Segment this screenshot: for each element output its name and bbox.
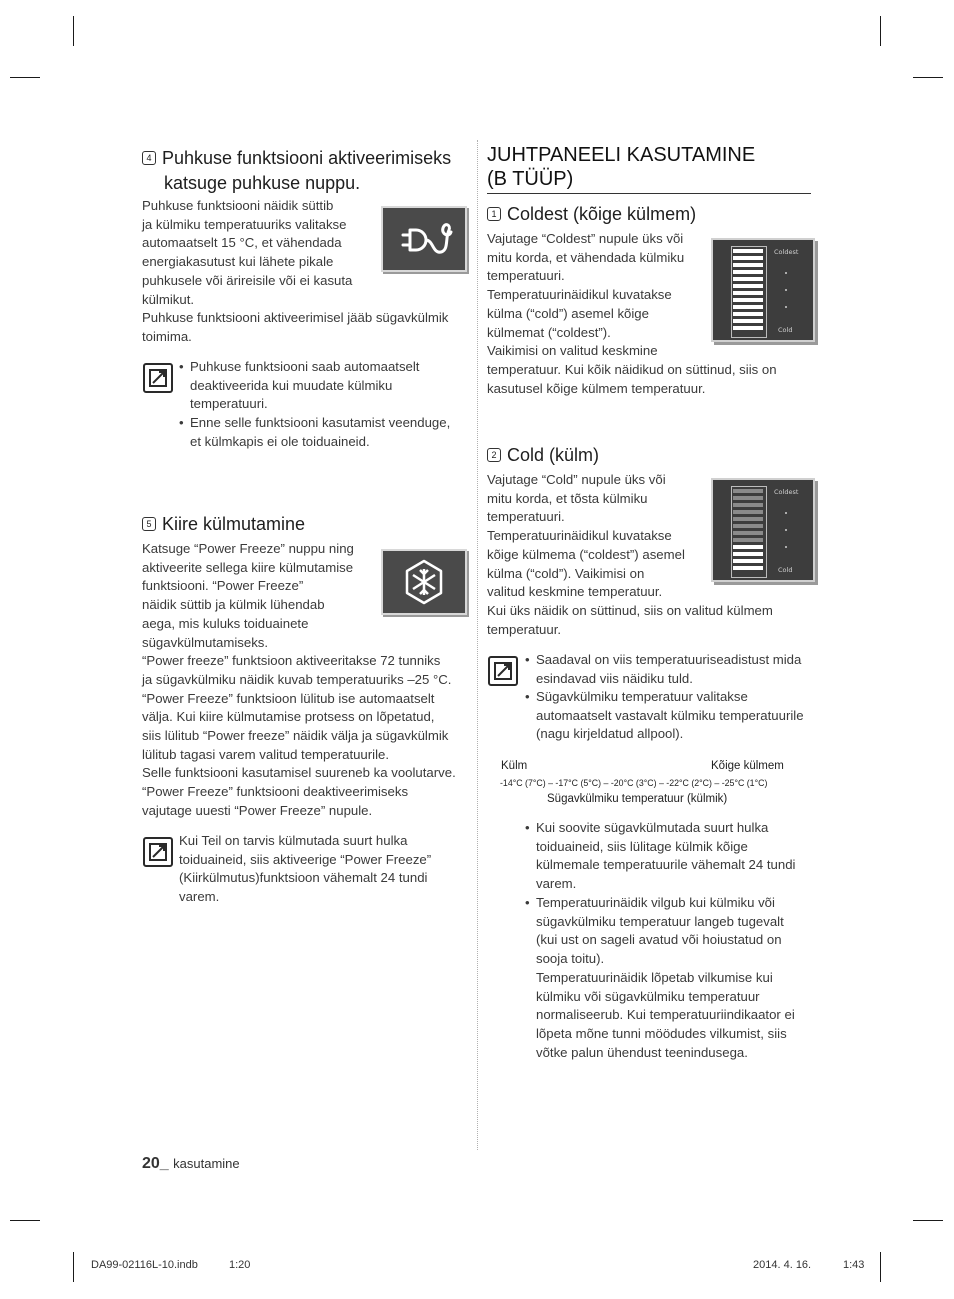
indicator-bar: [733, 298, 763, 302]
indicator-bar: [733, 496, 763, 500]
page-number: 20_: [142, 1155, 169, 1172]
note-bullet-text: Enne selle funktsiooni kasutamist veenduge, et külmkapis ei ole toiduaineid.: [190, 415, 451, 449]
indicator-bar: [733, 263, 763, 267]
section-4-text: Puhkuse funktsiooni näidik süttib ja külmiku temperatuuriks valitakse automaatselt 15 °C, et vähendada energiakasutust kui lähete pikale puhkusele või ärireisile või ei kasuta külmikut. Puhkuse funktsiooni aktiveerimisel jääb sügavkülmik toimima.: [142, 198, 449, 344]
cold-label: Cold: [778, 326, 793, 334]
indicator-bar: [733, 326, 763, 330]
indicator-bar: [733, 524, 763, 528]
list-bullet: •: [525, 820, 530, 835]
note-icon: [143, 363, 173, 393]
scale-right-label: Kõige külmem: [711, 760, 784, 772]
list-item-text: Kui soovite sügavkülmutada suurt hulka toiduaineid, siis lülitage külmik kõige külmemale temperatuurile vähemalt 24 tundi varem.: [536, 820, 796, 892]
column-divider: [477, 140, 478, 1150]
control-panel-coldest: [711, 238, 815, 342]
crop-mark: [73, 1252, 74, 1282]
note-icon: [143, 837, 173, 867]
note-bullet: •: [525, 652, 530, 667]
page-heading: JUHTPANEELI KASUTAMINE (B TÜÜP): [487, 143, 811, 194]
indicator-bar: [733, 531, 763, 535]
indicator-dot: [785, 529, 787, 531]
indicator-bar: [733, 510, 763, 514]
indicator-bar: [733, 249, 763, 253]
coldest-label: Coldest: [774, 488, 799, 496]
indicator-bar: [733, 284, 763, 288]
indicator-bar: [733, 503, 763, 507]
indicator-dot: [785, 272, 787, 274]
print-time: 1:43: [843, 1259, 865, 1271]
indicator-bar: [733, 545, 763, 549]
list-bullet: •: [525, 895, 530, 910]
page-footer: [142, 1155, 240, 1173]
indicator-bar: [733, 270, 763, 274]
print-date: 2014. 4. 16.: [753, 1259, 812, 1271]
section-1-text: Vajutage “Coldest” nupule üks või mitu korda, et vähendada külmiku temperatuuri. Temperatuurinäidikul kuvatakse külma (“cold”) asemel kõige külmemat (“coldest”). Vaikimisi on valitud keskmine temperatuur. Kui kõik näidikud on süttinud, siis on kasutusel kõige külmem temperatuur.: [487, 231, 777, 396]
coldest-label: Coldest: [774, 248, 799, 256]
note-bullet: •: [179, 359, 184, 374]
note-bullet-text: Puhkuse funktsiooni saab automaatselt deaktiveerida kui muudate külmiku temperatuuri.: [190, 359, 420, 412]
print-page-ref: 1:20: [229, 1259, 251, 1271]
page-label: kasutamine: [173, 1156, 240, 1171]
vacation-plug-icon: [381, 206, 467, 272]
crop-mark: [10, 1220, 40, 1221]
section-5-text: Katsuge “Power Freeze” nuppu ning aktiveerite sellega kiire külmutamise funktsiooni. “Power Freeze” näidik süttib ja külmik lühendab aega, mis kuluks toiduainete sügavkülmutamiseks. “Power freeze” funktsioon aktiveeritakse 72 tunniks ja sügavkülmiku näidik kuvab temperatuuriks –25 °C. “Power Freeze” funktsioon lülitub ise automaatselt välja. Kui kiire külmutamise protsess on lõpetatud, siis lülitub “Power freeze” näidik välja ja sügavkülmik lülitub tagasi varem valitud temperatuurile. Selle funktsiooni kasutamisel suureneb ka voolutarve. “Power Freeze” funktsiooni deaktiveerimiseks vajutage uuesti “Power Freeze” nupule.: [142, 541, 456, 818]
section-2-text: Vajutage “Cold” nupule üks või mitu korda, et tõsta külmiku temperatuuri. Temperatuurinäidikul kuvatakse kõige külmema (“coldest”) asemel külma (“cold”). Vaikimisi on valitud keskmine temperatuur. Kui üks näidik on süttinud, siis on valitud külmem temperatuur.: [487, 472, 773, 637]
crop-mark: [880, 16, 881, 46]
indicator-bar: [733, 538, 763, 542]
section-number: 2: [487, 448, 501, 462]
indicator-dot: [785, 512, 787, 514]
crop-mark: [73, 16, 74, 46]
indicator-dot: [785, 546, 787, 548]
crop-mark: [10, 77, 40, 78]
indicator-dot: [785, 306, 787, 308]
section-2-title: 2 Cold (külm): [487, 444, 599, 466]
indicator-bar: [733, 256, 763, 260]
section-number: 1: [487, 207, 501, 221]
section-number: 5: [142, 517, 156, 531]
crop-mark: [880, 1252, 881, 1282]
indicator-bar: [733, 319, 763, 323]
indicator-bar: [733, 291, 763, 295]
scale-values: -14°C (7°C) – -17°C (5°C) – -20°C (3°C) – -22°C (2°C) – -25°C (1°C): [500, 778, 768, 788]
section-4-title: 4 Puhkuse funktsiooni aktiveerimiseks katsuge puhkuse nuppu.: [142, 146, 451, 196]
control-panel-cold: [711, 478, 815, 582]
scale-caption: Sügavkülmiku temperatuur (külmik): [547, 793, 728, 805]
indicator-bar: [733, 559, 763, 563]
indicator-bar: [733, 489, 763, 493]
indicator-bar: [733, 277, 763, 281]
section-1-title: 1 Coldest (kõige külmem): [487, 203, 696, 225]
indicator-bar: [733, 517, 763, 521]
crop-mark: [913, 1220, 943, 1221]
crop-mark: [913, 77, 943, 78]
cold-label: Cold: [778, 566, 793, 574]
note-bullet: •: [525, 689, 530, 704]
scale-left-label: Külm: [501, 760, 528, 772]
note-icon: [488, 656, 518, 686]
section-5-note-text: Kui Teil on tarvis külmutada suurt hulka toiduaineid, siis aktiveerige “Power Freeze” (Kiirkülmutus)funktsioon vähemalt 24 tundi varem.: [179, 833, 432, 905]
indicator-bar: [733, 305, 763, 309]
section-number: 4: [142, 151, 156, 165]
indicator-bar: [733, 552, 763, 556]
indicator-dot: [785, 289, 787, 291]
indicator-bar: [733, 312, 763, 316]
print-file-name: DA99-02116L-10.indb: [91, 1259, 198, 1271]
section-5-title: 5 Kiire külmutamine: [142, 513, 305, 535]
indicator-bar: [733, 566, 763, 570]
note-bullet: •: [179, 415, 184, 430]
list-item-text: Temperatuurinäidik vilgub kui külmiku või sügavkülmiku temperatuur langeb tugevalt (kui ust on sageli avatud või hoiustatud on sooja toitu). Temperatuurinäidik lõpetab vilkumise kui külmiku või sügavkülmiku temperatuur normaliseerub. Kui temperatuuriindikaator ei lõpeta mõne tunni möödudes vilkumist, siis võtke palun ühendust teenindusega.: [536, 895, 795, 1060]
snowflake-icon: [381, 549, 467, 615]
note-bullet-text: Saadaval on viis temperatuuriseadistust mida esindavad viis näidiku tuld.: [536, 652, 802, 686]
note-bullet-text: Sügavkülmiku temperatuur valitakse automaatselt vastavalt külmiku temperatuurile (nagu kirjeldatud allpool).: [536, 689, 804, 742]
